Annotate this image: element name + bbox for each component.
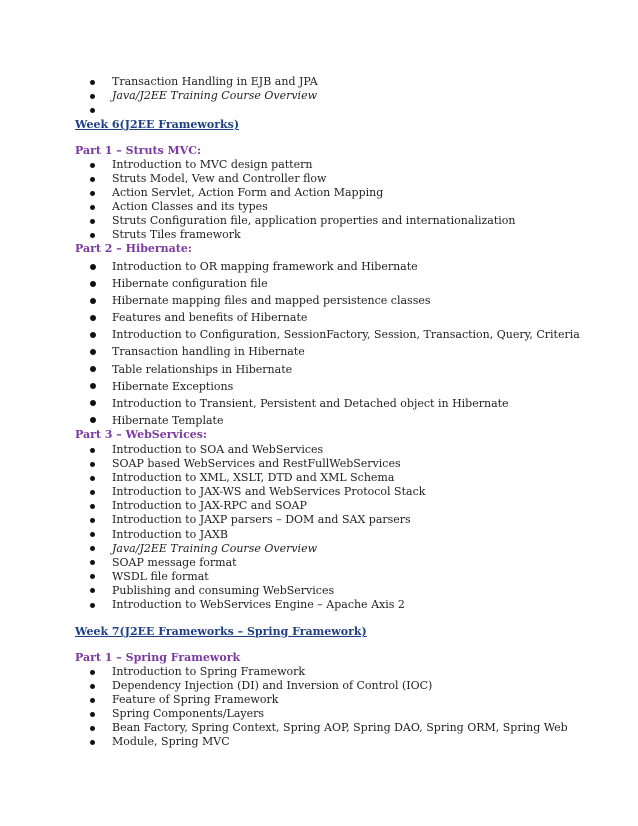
bullet-icon [90,366,96,372]
list-item-text: Feature of Spring Framework [112,693,279,707]
bullet-icon [90,315,96,321]
list-item-text: WSDL file format [112,569,209,583]
bullet-icon [90,233,95,238]
list-item-text: Transaction handling in Hibernate [112,345,305,359]
spring-list [0,665,638,750]
list-item [0,528,638,542]
bullet-icon [90,94,95,99]
list-item-text: Java/J2EE Training Course Overview [112,541,317,555]
bullet-icon [90,518,95,523]
list-item-text: Introduction to JAXP parsers – DOM and SAX parsers [112,513,411,527]
list-item-text: Struts Tiles framework [112,228,241,242]
week6-part2-section [0,258,638,429]
bullet-icon [90,560,95,565]
list-item [0,343,638,360]
list-item [0,309,638,326]
list-item [0,89,638,103]
list-item-text: Introduction to OR mapping framework and Hibernate [112,260,418,273]
list-item [0,598,638,612]
list-item-text: Introduction to JAX-RPC and SOAP [112,499,307,513]
list-item-text: Introduction to XML, XSLT, DTD and XML Schema [112,471,395,485]
list-item-text: Introduction to WebServices Engine – Apache Axis 2 [112,598,405,612]
list-item-text: Struts Model, Vew and Controller flow [112,172,327,186]
bullet-icon [90,462,95,467]
week6-part3-section [0,443,638,612]
bullet-icon [90,603,95,608]
list-item-text: Struts Configuration file, application properties and internationalization [112,214,516,228]
list-item-text: Hibernate Exceptions [112,379,234,393]
list-item-text: Action Classes and its types [112,200,268,214]
bullet-icon [90,448,95,453]
bullet-icon [90,108,95,113]
hibernate-list [0,258,638,429]
week7-heading: Week 7(J2EE Frameworks – Spring Framework) [75,625,367,638]
list-item [0,735,638,749]
list-item-text: Features and benefits of Hibernate [112,311,308,325]
bullet-icon [90,684,95,689]
list-item [0,513,638,527]
list-item-text: Action Servlet, Action Form and Action Mapping [112,186,384,200]
bullet-icon [90,726,95,731]
list-item-text: Bean Factory, Spring Context, Spring AOP, Spring DAO, Spring ORM, Spring Web [112,721,568,735]
bullet-icon [90,191,95,196]
list-item-text: Introduction to JAXB [112,527,228,541]
list-item [0,665,638,679]
bullet-icon [90,574,95,579]
bullet-icon [90,80,95,85]
list-item [0,292,638,309]
list-item [0,158,638,172]
list-item-text: Dependency Injection (DI) and Inversion of Control (IOC) [112,679,433,693]
list-item [0,275,638,292]
list-item-text: SOAP message format [112,555,237,569]
list-item-text: Introduction to Configuration, SessionFactory, Session, Transaction, Query, Criteria [112,328,580,342]
list-item [0,228,638,242]
bullet-icon [90,383,96,389]
list-item [0,200,638,214]
bullet-icon [90,546,95,551]
list-item [0,395,638,412]
week6-heading: Week 6(J2EE Frameworks) [75,118,240,131]
list-item [0,499,638,513]
list-item [0,186,638,200]
list-item-text: Introduction to MVC design pattern [112,158,313,171]
week6-part1-title: Part 1 – Struts MVC: [75,144,202,157]
list-item [0,214,638,228]
bullet-icon [90,349,96,355]
list-item-text: Hibernate Template [112,413,224,427]
bullet-icon [90,417,96,423]
list-item-text: Publishing and consuming WebServices [112,583,335,597]
list-item-text: Java/J2EE Training Course Overview [112,89,317,103]
list-item [0,679,638,693]
list-item [0,693,638,707]
bullet-icon [90,177,95,182]
bullet-icon [90,712,95,717]
list-item [0,542,638,556]
bullet-icon [90,670,95,675]
week7-part1-title: Part 1 – Spring Framework [75,651,241,664]
list-item-text: SOAP based WebServices and RestFullWebServices [112,457,401,471]
list-item [0,326,638,343]
bullet-icon [90,504,95,509]
bullet-icon [90,490,95,495]
list-item-text: Spring Components/Layers [112,707,265,721]
list-item-text: Hibernate configuration file [112,277,268,291]
list-item [0,570,638,584]
intro-list [0,75,638,117]
list-item [0,471,638,485]
webservices-list [0,443,638,612]
list-item [0,75,638,89]
list-item [0,584,638,598]
list-item-text: Introduction to JAX-WS and WebServices Protocol Stack [112,485,426,499]
list-item [0,172,638,186]
struts-list [0,158,638,243]
list-item [0,258,638,275]
list-item-text: Transaction Handling in EJB and JPA [112,75,318,88]
list-item-text: Introduction to SOA and WebServices [112,443,324,456]
bullet-icon [90,281,96,287]
week6-part1-section [0,158,638,243]
list-item [0,412,638,429]
week6-part2-title: Part 2 – Hibernate: [75,242,192,255]
list-item [0,443,638,457]
list-item [0,378,638,395]
list-item [0,556,638,570]
bullet-icon [90,400,96,406]
list-item-text: Introduction to Transient, Persistent and Detached object in Hibernate [112,396,509,410]
list-item-text: Module, Spring MVC [112,735,230,749]
week6-part3-title: Part 3 – WebServices: [75,428,208,441]
week7-part1-section [0,665,638,750]
bullet-icon [90,298,96,304]
list-item-text: Introduction to Spring Framework [112,665,306,678]
list-item [0,707,638,721]
list-item-text: Hibernate mapping files and mapped persistence classes [112,294,431,308]
list-item [0,721,638,735]
list-item [0,457,638,471]
bullet-icon [90,264,96,270]
bullet-icon [90,476,95,481]
bullet-icon [90,219,95,224]
bullet-icon [90,532,95,537]
bullet-icon [90,332,96,338]
bullet-icon [90,588,95,593]
list-item [0,485,638,499]
list-item [0,103,638,117]
bullet-icon [90,698,95,703]
list-item [0,361,638,378]
bullet-icon [90,163,95,168]
bullet-icon [90,205,95,210]
bullet-icon [90,740,95,745]
list-item-text: Table relationships in Hibernate [112,362,293,376]
intro-list-section [0,75,638,117]
